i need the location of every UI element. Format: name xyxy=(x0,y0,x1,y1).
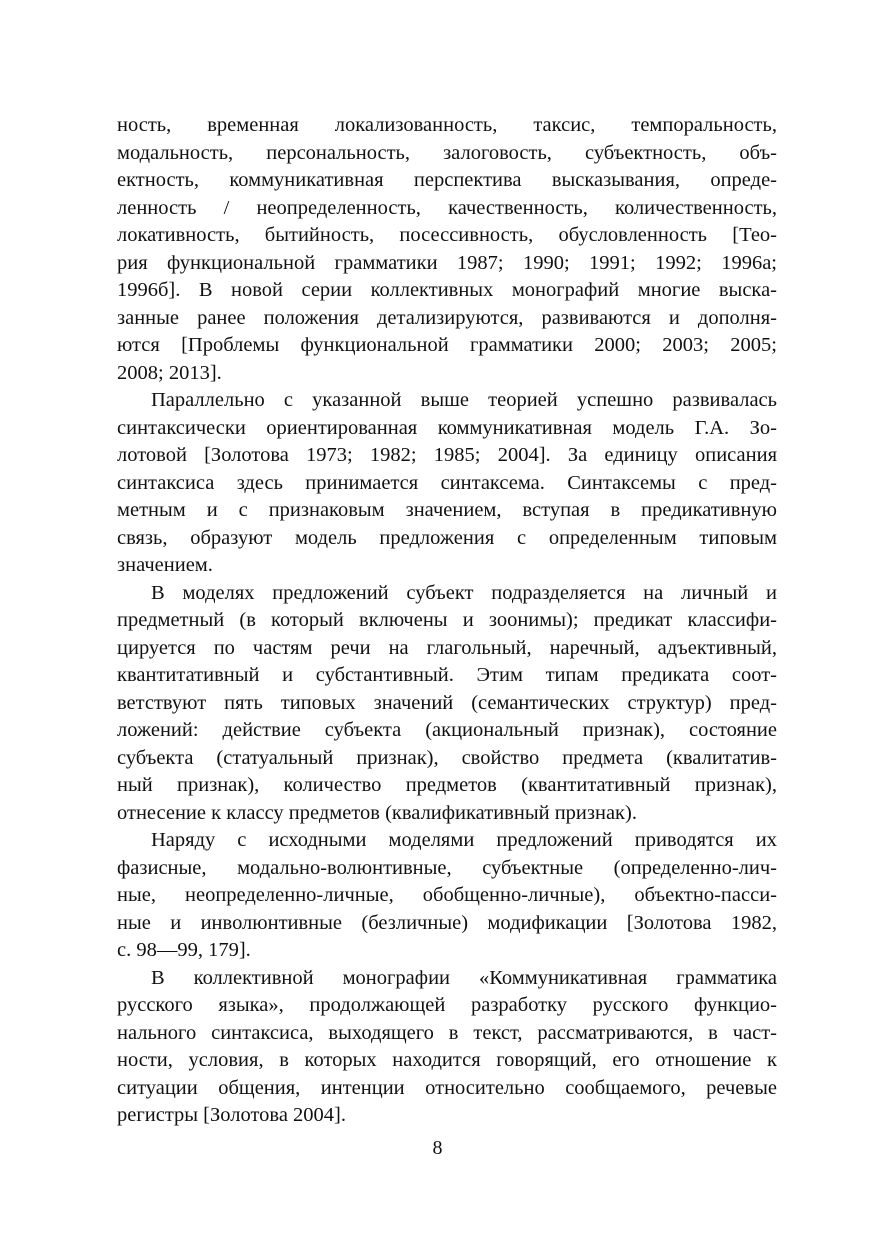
text-line: ложений: действие субъекта (акциональный признак), состояние xyxy=(117,719,777,741)
text-line: модальность, персональность, залоговость, субъектность, объ- xyxy=(117,141,777,164)
paragraph-5 xyxy=(117,965,777,1130)
text-line: русского языка», продолжающей разработку русского функцио- xyxy=(117,994,777,1016)
text-line: фазисные, модально-волюнтивные, субъектные (определенно-лич- xyxy=(117,856,777,879)
text-line: занные ранее положения детализируются, развиваются и дополня- xyxy=(117,306,777,329)
paragraph-4 xyxy=(117,827,777,965)
text-line: ются [Проблемы функциональной грамматики 2000; 2003; 2005; xyxy=(117,334,777,356)
paragraph-1 xyxy=(117,112,777,387)
text-line: 2008; 2013]. xyxy=(117,361,222,384)
text-line: ность, временная локализованность, таксис, темпоральность, xyxy=(117,114,777,136)
text-line: синтаксиса здесь принимается синтаксема. Синтаксемы с пред- xyxy=(117,471,777,494)
text-line: ные и инволюнтивные (безличные) модификации [Золотова 1982, xyxy=(117,911,777,934)
text-line: предметный (в который включены и зоонимы); предикат классифи- xyxy=(117,609,777,631)
text-line: метным и с признаковым значением, вступая в предикативную xyxy=(117,499,777,521)
text-line: Параллельно с указанной выше теорией успешно развивалась xyxy=(151,389,777,411)
text-line: нального синтаксиса, выходящего в текст, рассматриваются, в част- xyxy=(117,1021,777,1044)
text-line: квантитативный и субстантивный. Этим типам предиката соот- xyxy=(117,664,777,686)
text-line: локативность, бытийность, посессивность, обусловленность [Тео- xyxy=(117,224,777,246)
text-line: ветствуют пять типовых значений (семантических структур) пред- xyxy=(117,691,777,714)
text-line: В коллективной монографии «Коммуникативная грамматика xyxy=(151,966,777,989)
text-line: рия функциональной грамматики 1987; 1990; 1991; 1992; 1996а; xyxy=(117,251,777,274)
text-line: В моделях предложений субъект подразделяется на личный и xyxy=(151,581,777,604)
text-line: ектность, коммуникативная перспектива высказывания, опреде- xyxy=(117,169,777,191)
text-line: ленность / неопределенность, качественность, количественность, xyxy=(117,196,777,219)
text-line: лотовой [Золотова 1973; 1982; 1985; 2004]. За единицу описания xyxy=(117,444,777,466)
page-body xyxy=(117,112,777,1130)
text-line: ные, неопределенно-личные, обобщенно-личные), объектно-пасси- xyxy=(117,884,777,906)
text-line: 1996б]. В новой серии коллективных монографий многие выска- xyxy=(117,279,777,301)
text-line: субъекта (статуальный признак), свойство предмета (квалитатив- xyxy=(117,746,777,769)
text-line: синтаксически ориентированная коммуникативная модель Г.А. Зо- xyxy=(117,416,777,439)
paragraph-3 xyxy=(117,580,777,828)
text-line: ситуации общения, интенции относительно сообщаемого, речевые xyxy=(117,1076,777,1099)
text-line: с. 98—99, 179]. xyxy=(117,939,251,961)
text-line: цируется по частям речи на глагольный, наречный, адъективный, xyxy=(117,636,777,659)
paragraph-2 xyxy=(117,387,777,580)
text-line: Наряду с исходными моделями предложений приводятся их xyxy=(151,829,777,851)
text-line: ный признак), количество предметов (квантитативный признак), xyxy=(117,774,777,796)
text-line: связь, образуют модель предложения с определенным типовым xyxy=(117,526,777,549)
text-line: регистры [Золотова 2004]. xyxy=(117,1104,346,1126)
text-line: отнесение к классу предметов (квалификативный признак). xyxy=(117,801,637,824)
text-line: значением. xyxy=(117,554,213,576)
page-number: 8 xyxy=(432,1137,443,1159)
text-line: ности, условия, в которых находится говорящий, его отношение к xyxy=(117,1049,777,1071)
